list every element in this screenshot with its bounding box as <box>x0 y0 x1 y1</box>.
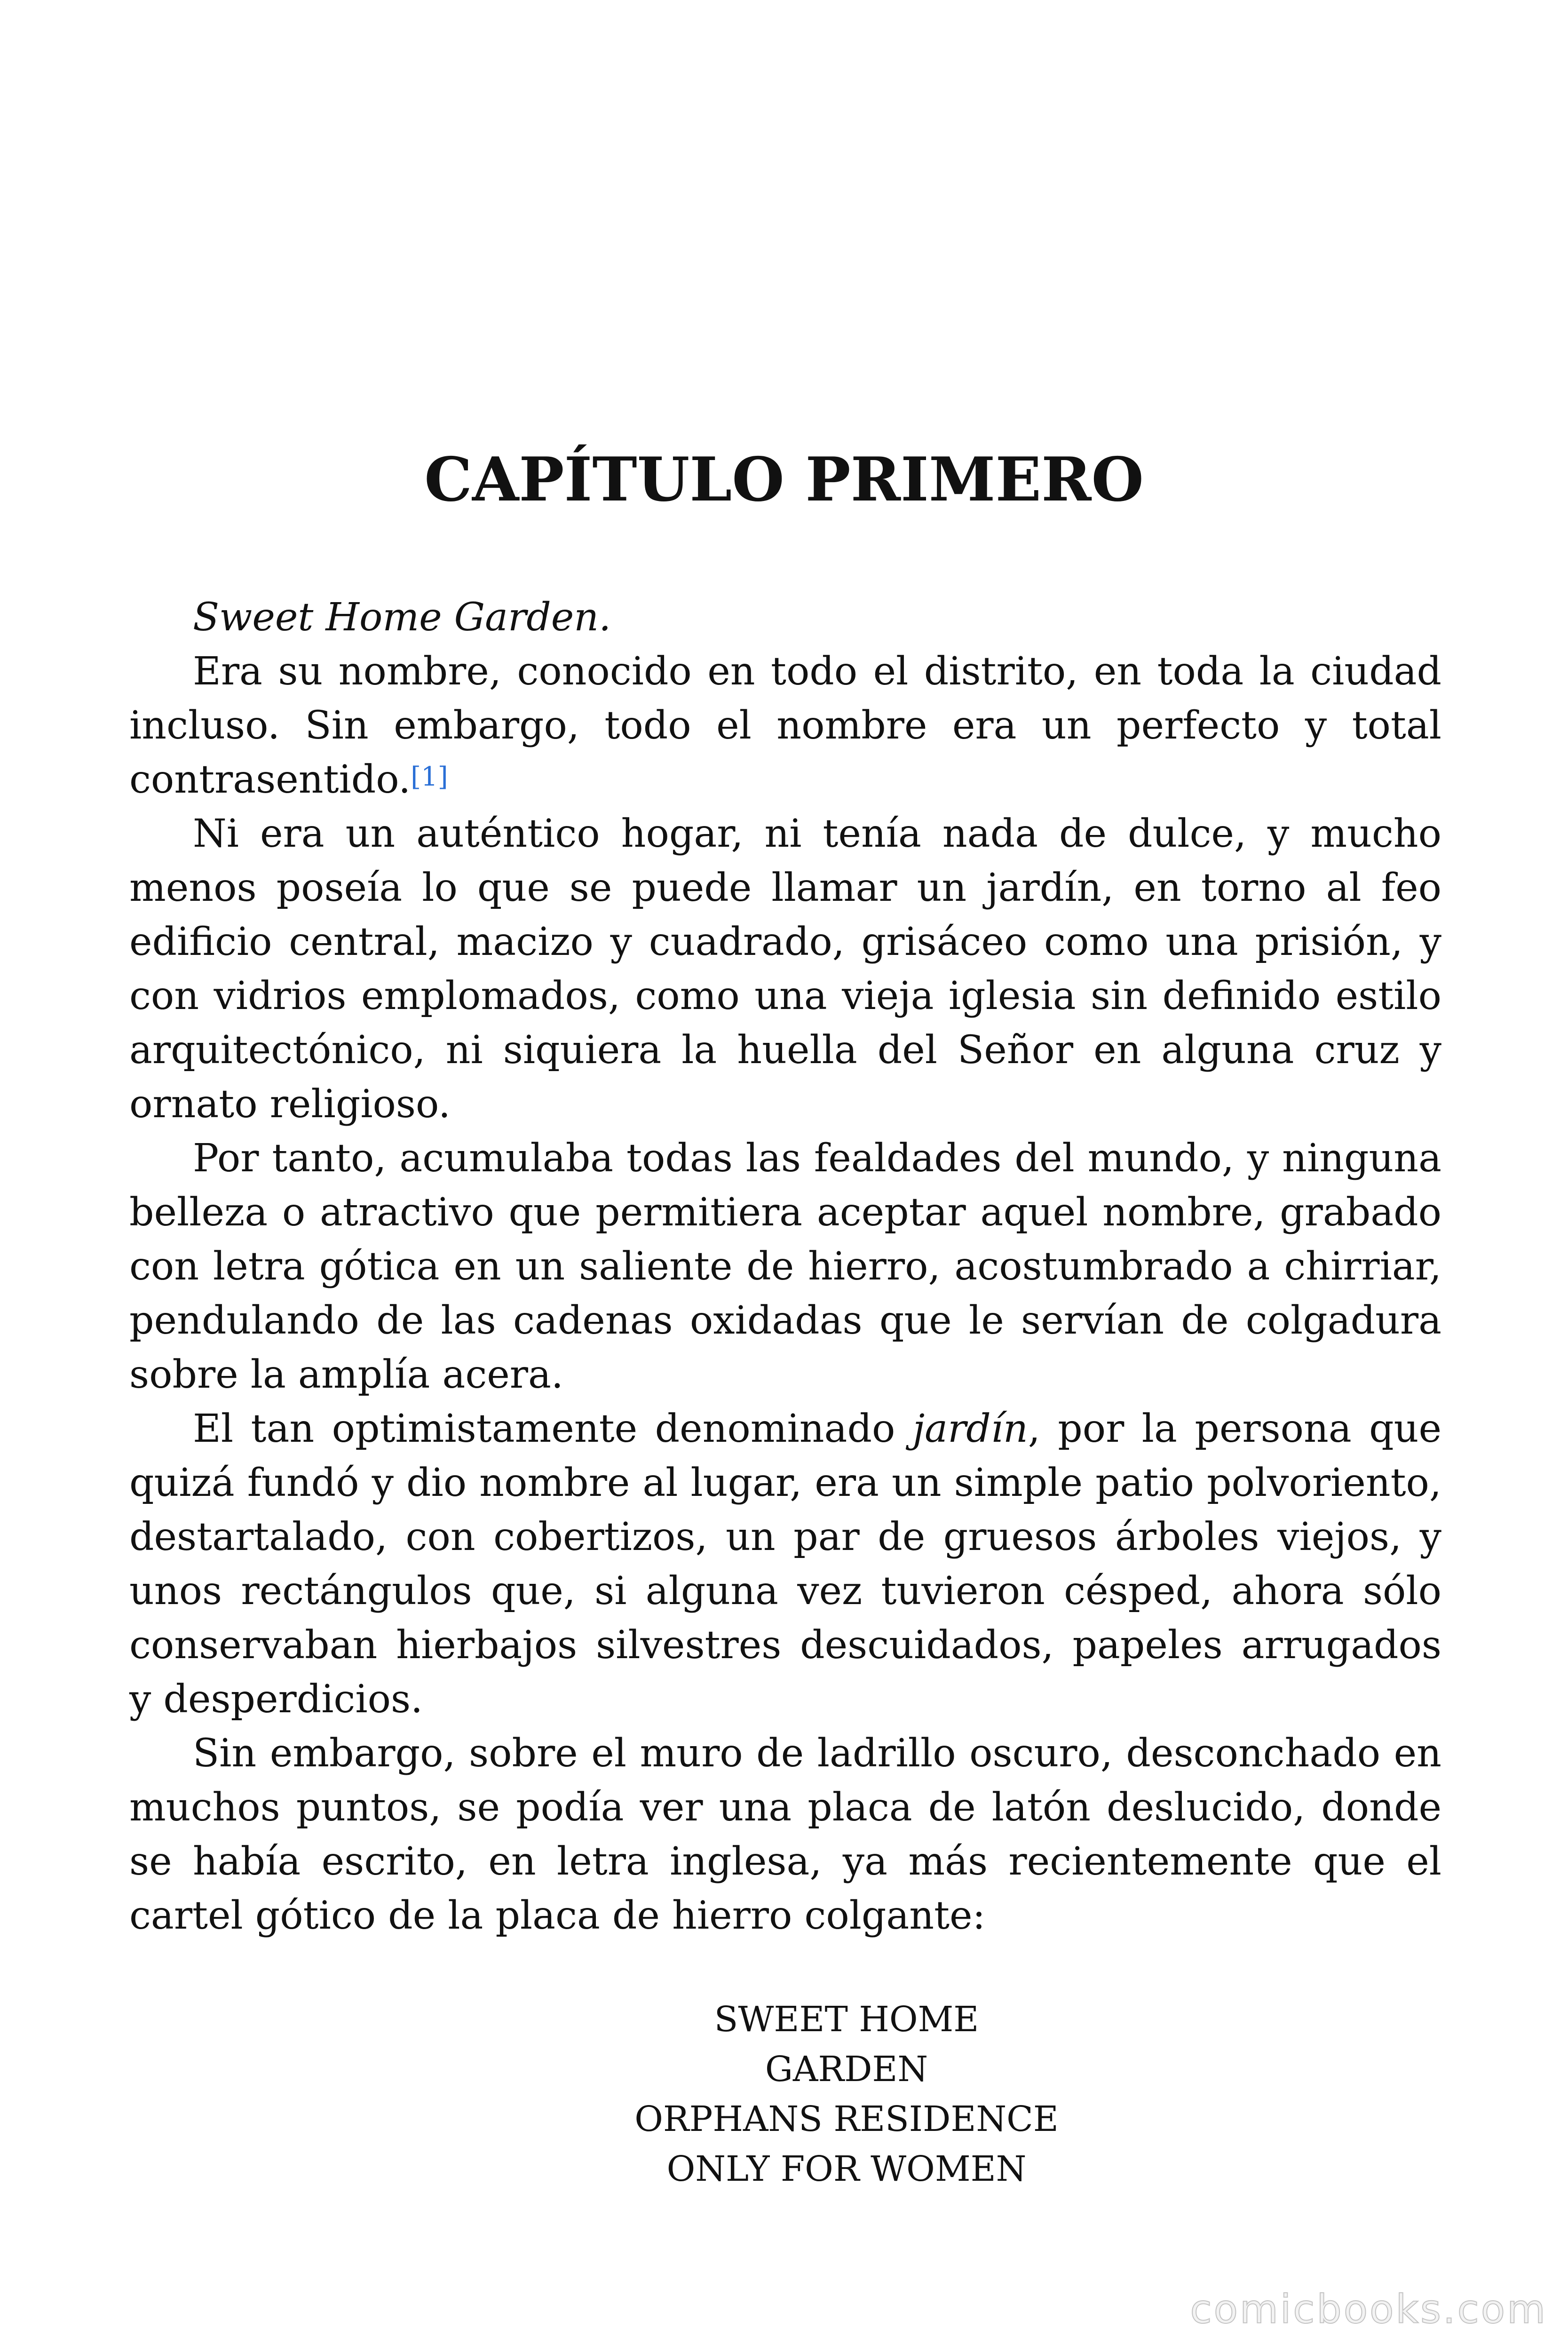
paragraph-4: Por tanto, acumulaba todas las fealdades del mundo, y ninguna belleza o atractivo que permitiera aceptar aquel nombre, grabado con letra gótica en un saliente de hierro, acostumbrado a chirriar, pendulando de las cadenas oxidadas que le servían de colgadura sobre la amplía acera. <box>129 1136 1441 1397</box>
paragraph-6: Sin embargo, sobre el muro de ladrillo oscuro, desconchado en muchos puntos, se podía ver una placa de latón deslucido, donde se había escrito, en letra inglesa, ya más recientemente que el cartel gótico de la placa de hierro colgante: <box>129 1731 1441 1938</box>
footnote-link[interactable]: [1] <box>411 762 448 792</box>
chapter-title: CAPÍTULO PRIMERO <box>424 445 1144 515</box>
paragraph-5-text-b: , por la persona que quizá fundó y dio nombre al lugar, era un simple patio polvoriento, destartalado, con cobertizos, un par de gruesos árboles viejos, y unos rectángulos que, si alguna vez tuvieron césped, ahora sólo conservaban hierbajos silvestres descuidados, papeles arrugados y desperdicios. <box>129 1406 1441 1722</box>
plaque-inscription <box>630 1994 1063 2194</box>
paragraph-2 <box>129 644 1441 807</box>
paragraph-5 <box>129 1402 1441 1726</box>
watermark: comicbooks.com <box>1190 2286 1547 2332</box>
chapter-body <box>129 590 1441 1943</box>
paragraph-5-text-a: El tan optimistamente denominado <box>193 1406 913 1451</box>
paragraph-3: Ni era un auténtico hogar, ni tenía nada de dulce, y mucho menos poseía lo que se puede llamar un jardín, en torno al feo edificio central, macizo y cuadrado, grisáceo como una prisión, y con vidrios emplomados, como una vieja iglesia sin definido estilo arquitectónico, ni siquiera la huella del Señor en alguna cruz y ornato religioso. <box>129 811 1441 1127</box>
plaque-line-3: ONLY FOR WOMEN <box>666 2149 1027 2189</box>
plaque-line-1: SWEET HOME GARDEN <box>714 1999 979 2090</box>
plaque-line-2: ORPHANS RESIDENCE <box>634 2099 1059 2139</box>
title-italic: Sweet Home Garden. <box>193 595 611 640</box>
jardin-italic: jardín <box>912 1406 1028 1451</box>
paragraph-1 <box>129 590 1441 644</box>
paragraph-2-text: Era su nombre, conocido en todo el distrito, en toda la ciudad incluso. Sin embargo, todo el nombre era un perfecto y total contrasentido. <box>129 649 1441 802</box>
